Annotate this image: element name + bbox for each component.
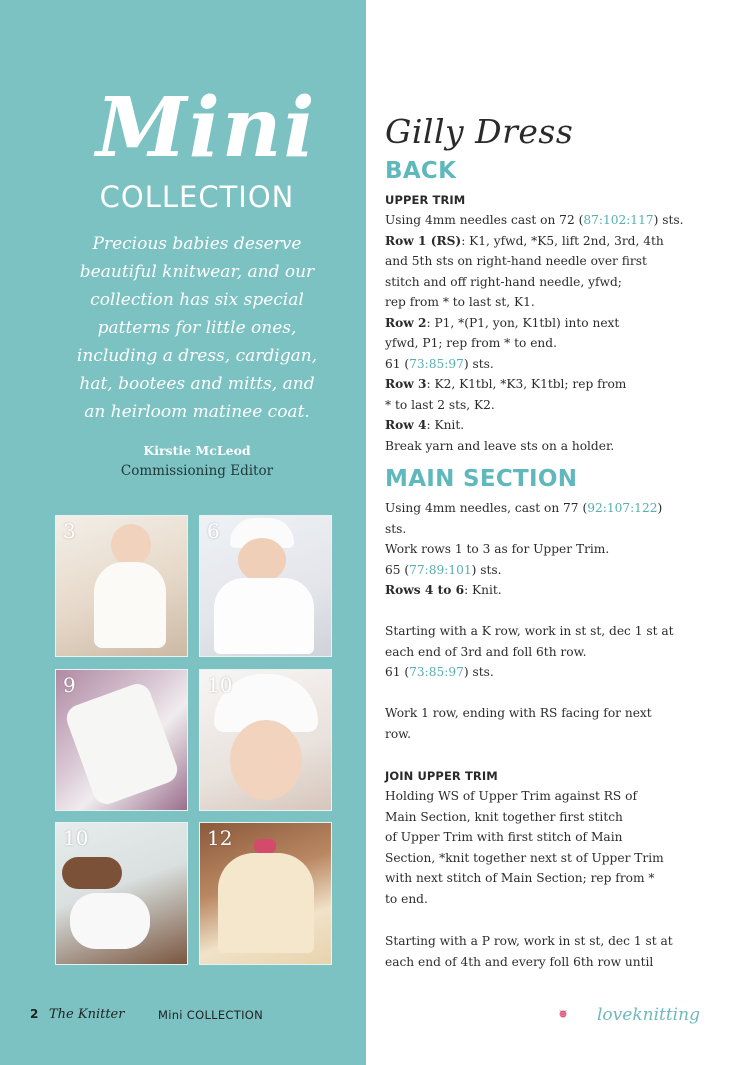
thumb-coat-photo[interactable] (199, 822, 332, 965)
yarn-ball-icon (558, 994, 598, 1034)
thumb-mitts-photo[interactable] (55, 822, 188, 965)
editor-role: Commissioning Editor (120, 463, 274, 479)
thumb-dress-photo[interactable] (55, 515, 188, 657)
upper-trim-heading: UPPER TRIM (385, 193, 466, 207)
loveknitting-logo[interactable]: loveknitting (597, 1005, 700, 1025)
baby-face-shape (238, 538, 286, 582)
upper-trim-text: Using 4mm needles cast on 72 (87:102:117) sts. Row 1 (RS): K1, yfwd, *K5, lift 2nd, 3rd, 4th and 5th sts on right-hand needle over first stitch and off right-hand needle, yfwd; rep from * to last st, K1. Row 2: P1, *(P1, yon, K1tbl) into next yfwd, P1; rep from * to end. 61 (73:85:97) sts. Row 3: K2, K1tbl, *K3, K1tbl; rep from * to last 2 sts, K2. Row 4: Knit. Break yarn and leave sts on a holder. (385, 213, 684, 453)
main-section-text: Using 4mm needles, cast on 77 (92:107:122) sts. Work rows 1 to 3 as for Upper Trim. 65 (77:89:101) sts. Rows 4 to 6: Knit. Starting with a K row, work in st st, dec 1 st at each end of 3rd and foll 6th row. 61 (73:85:97) sts. Work 1 row, ending with RS facing for next row. (385, 501, 674, 741)
collection-subtitle: COLLECTION (99, 180, 295, 214)
mini-title: Mini (96, 80, 317, 176)
page-number-label: 12 (207, 826, 233, 850)
folded-knit-shape (63, 680, 181, 808)
baby-face-shape (230, 720, 302, 800)
pattern-title: Gilly Dress (385, 112, 574, 151)
hand-shape (62, 857, 122, 889)
cardigan-shape (214, 578, 314, 654)
footer-page-number: 2 (30, 1007, 39, 1021)
back-heading: BACK (385, 158, 457, 184)
join-text: Holding WS of Upper Trim against RS of Main Section, knit together first stitch of Upper Trim with first stitch of Main Section, *knit together next st of Upper Trim with next stitch of Main Section; rep from * to end. (385, 789, 664, 906)
hanger-shape (254, 839, 276, 853)
thumb-matinee-photo[interactable] (55, 669, 188, 811)
thumb-hat-photo[interactable] (199, 669, 332, 811)
join-upper-trim-heading: JOIN UPPER TRIM (385, 769, 498, 783)
mitten-shape (70, 893, 150, 949)
dress-shape (94, 562, 166, 648)
final-text: Starting with a P row, work in st st, dec 1 st at each end of 4th and every foll 6th row until (385, 934, 673, 969)
page-number-label: 3 (63, 519, 76, 543)
coat-shape (218, 853, 314, 953)
main-section-heading: MAIN SECTION (385, 466, 578, 492)
editor-name: Kirstie McLeod (143, 443, 251, 458)
thumb-cardigan-photo[interactable] (199, 515, 332, 657)
baby-head-shape (111, 524, 151, 566)
page-number-label: 10 (207, 673, 233, 697)
footer-publication: The Knitter (49, 1007, 125, 1022)
page-number-label: 9 (63, 673, 76, 697)
footer-collection: Mini COLLECTION (158, 1008, 264, 1022)
page-number-label: 10 (63, 826, 89, 850)
intro-text: Precious babies deserve beautiful knitwear, and our collection has six special patterns for little ones, including a dress, cardigan, hat, bootees and mitts, and an heirloom matinee coat. (76, 234, 318, 422)
page-number-label: 6 (207, 519, 220, 543)
